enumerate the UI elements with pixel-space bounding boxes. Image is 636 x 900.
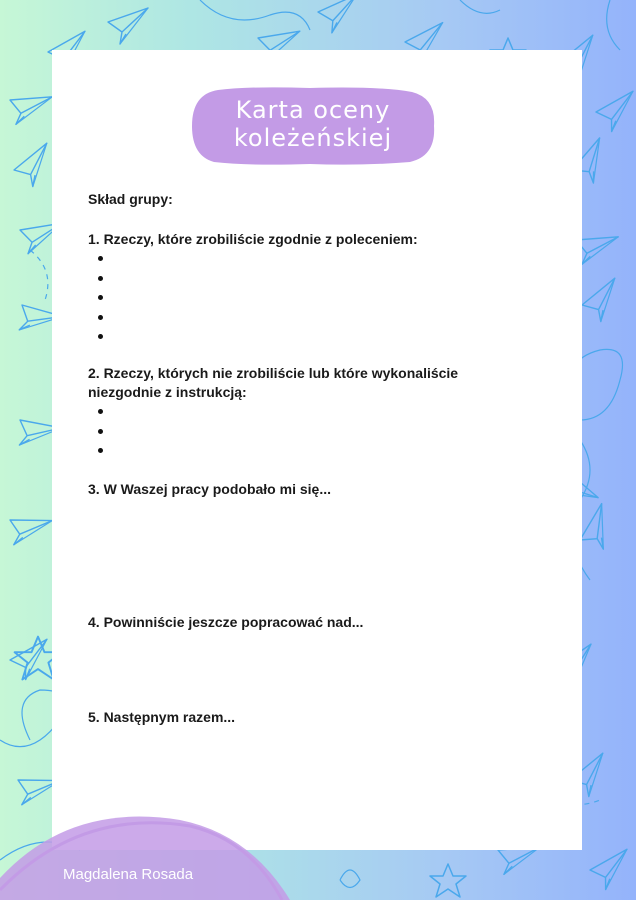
section-3-label: 3. W Waszej pracy podobało mi się... bbox=[88, 481, 331, 497]
author-name: Magdalena Rosada bbox=[63, 866, 194, 883]
paper-plane-icon bbox=[594, 91, 636, 133]
title-line-1: Karta oceny bbox=[235, 96, 391, 124]
paper-plane-icon bbox=[588, 849, 634, 891]
section-1-label: 1. Rzeczy, które zrobiliście zgodnie z poleceniem: bbox=[88, 231, 418, 247]
footer-arc bbox=[0, 812, 290, 900]
paper-plane-icon bbox=[2, 507, 52, 555]
page-title bbox=[190, 96, 436, 152]
section-4-label: 4. Powinniście jeszcze popracować nad... bbox=[88, 614, 364, 630]
section-2-label-line-2: niezgodnie z instrukcją: bbox=[88, 384, 247, 400]
section-2-label-line-1: 2. Rzeczy, których nie zrobiliście lub które wykonaliście bbox=[88, 365, 459, 381]
title-line-2: koleżeńskiej bbox=[233, 124, 393, 152]
worksheet-sheet bbox=[52, 50, 582, 850]
paper-plane-icon bbox=[108, 8, 148, 44]
group-label: Skład grupy: bbox=[88, 191, 173, 207]
paper-plane-icon bbox=[317, 0, 360, 34]
title-badge bbox=[190, 86, 436, 166]
paper-plane-icon bbox=[577, 278, 627, 326]
section-5-label: 5. Następnym razem... bbox=[88, 709, 236, 725]
paper-plane-icon bbox=[4, 86, 52, 131]
star-icon bbox=[430, 864, 466, 897]
